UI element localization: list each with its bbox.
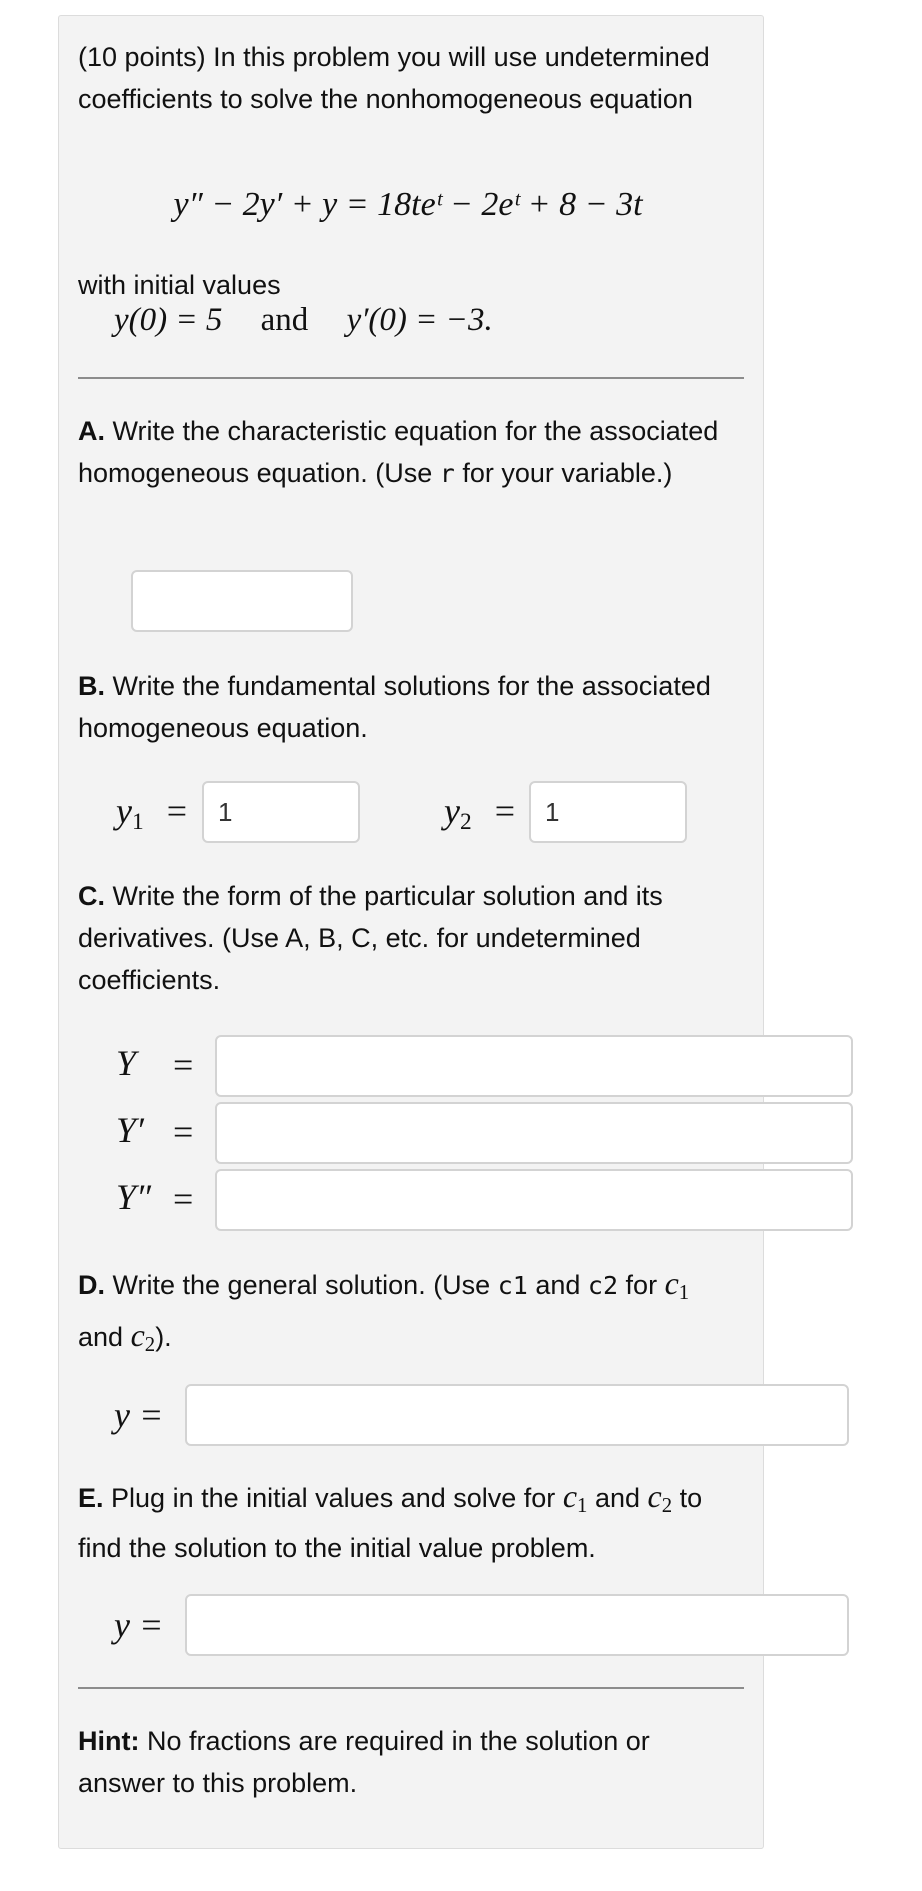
y1-input[interactable]: [202, 781, 360, 843]
part-e-c1: [562, 1478, 588, 1518]
Y-input[interactable]: [215, 1035, 853, 1097]
intro-text: (10 points) In this problem you will use undetermined coefficients to solve the nonhomogeneous equation: [78, 42, 710, 114]
part-d-c2-sub: 2: [144, 1333, 156, 1357]
part-e-c2: [647, 1478, 673, 1518]
part-e-c2-symbol: c: [647, 1478, 662, 1514]
Ydoubleprime-input[interactable]: [215, 1169, 853, 1231]
part-a-var: r: [439, 459, 455, 488]
part-a-text: [78, 410, 738, 495]
part-c-letter: C.: [78, 881, 105, 911]
part-a-text-after: for your variable.): [462, 458, 673, 488]
part-b-letter: B.: [78, 671, 105, 701]
divider-top: [78, 377, 744, 379]
y1-label: [116, 790, 187, 836]
part-e-c1-symbol: c: [562, 1478, 578, 1514]
part-e-text-2: and: [594, 1483, 640, 1513]
y2-equals: =: [494, 791, 515, 831]
part-b-text-body: Write the fundamental solutions for the associated homogeneous equation.: [78, 671, 711, 743]
part-d-c1-sub: 1: [678, 1281, 690, 1305]
part-a-text-before: Write the characteristic equation for the associated homogeneous equation. (Use: [78, 416, 719, 488]
Ydoubleprime-label: [116, 1176, 151, 1218]
ivp-solution-label: y =: [114, 1605, 164, 1645]
y1-equals: =: [166, 791, 187, 831]
initial-values-label: with initial values: [78, 270, 281, 300]
part-e-text-3: to find the solution to the initial value problem.: [78, 1483, 703, 1564]
general-solution-label: y =: [114, 1395, 164, 1435]
part-d-text-2: and: [535, 1270, 581, 1300]
y2-input[interactable]: [529, 781, 687, 843]
y1-symbol: y: [116, 791, 132, 831]
part-d-c2-symbol: c: [130, 1317, 145, 1354]
part-d-text-5: ).: [155, 1322, 172, 1353]
part-a-letter: A.: [78, 416, 105, 446]
Y-symbol: Y: [116, 1043, 137, 1083]
initial-condition-1: y(0) = 5: [114, 302, 223, 338]
part-e-c2-sub: 2: [661, 1494, 673, 1518]
Yprime-input[interactable]: [215, 1102, 853, 1164]
part-d-letter: D.: [78, 1270, 105, 1300]
initial-and: and: [260, 302, 309, 338]
part-b-text: [78, 665, 738, 749]
Yprime-symbol: Y′: [116, 1110, 144, 1150]
part-c-text: [78, 875, 738, 1001]
general-solution-input[interactable]: [185, 1384, 849, 1446]
y2-label: [444, 790, 515, 836]
part-d-c1-symbol: c: [664, 1265, 679, 1301]
Y-equals: =: [173, 1045, 194, 1085]
part-c-text-body: Write the form of the particular solution and its derivatives. (Use A, B, C, etc. for undetermined coefficients.: [78, 881, 663, 995]
part-e-text-1: Plug in the initial values and solve for: [111, 1483, 556, 1513]
hint-label: Hint:: [78, 1726, 140, 1756]
Yprime-label: [116, 1109, 144, 1151]
divider-bottom: [78, 1687, 744, 1689]
initial-conditions: [114, 302, 493, 339]
part-d-text: [78, 1262, 738, 1366]
characteristic-equation-input[interactable]: [131, 570, 353, 632]
y1-sub: 1: [131, 808, 144, 835]
part-e-letter: E.: [78, 1483, 104, 1513]
y2-sub: 2: [459, 808, 472, 835]
main-equation: y″ − 2y′ + y = 18teᵗ − 2eᵗ + 8 − 3t: [173, 186, 643, 223]
Ydoubleprime-symbol: Y″: [116, 1177, 152, 1217]
ivp-solution-input[interactable]: [185, 1594, 849, 1656]
part-d-text-1: Write the general solution. (Use: [112, 1270, 491, 1300]
part-e-c1-sub: 1: [577, 1494, 588, 1518]
Yprime-equals: =: [173, 1112, 194, 1152]
part-d-text-4: and: [78, 1322, 124, 1353]
hint-body: No fractions are required in the solution or answer to this problem.: [78, 1726, 650, 1798]
Y-label: [116, 1042, 136, 1084]
y2-symbol: y: [444, 791, 460, 831]
hint-text: [78, 1720, 738, 1804]
part-d-code-1: c1: [497, 1271, 528, 1300]
Ydoubleprime-equals: =: [173, 1179, 194, 1219]
part-d-code-2: c2: [587, 1271, 619, 1300]
part-d-text-3: for: [625, 1270, 658, 1300]
part-d-c1: [664, 1265, 690, 1305]
part-d-c2: [130, 1317, 156, 1357]
part-e-text: [78, 1475, 738, 1569]
initial-condition-2: y′(0) = −3.: [346, 302, 493, 338]
